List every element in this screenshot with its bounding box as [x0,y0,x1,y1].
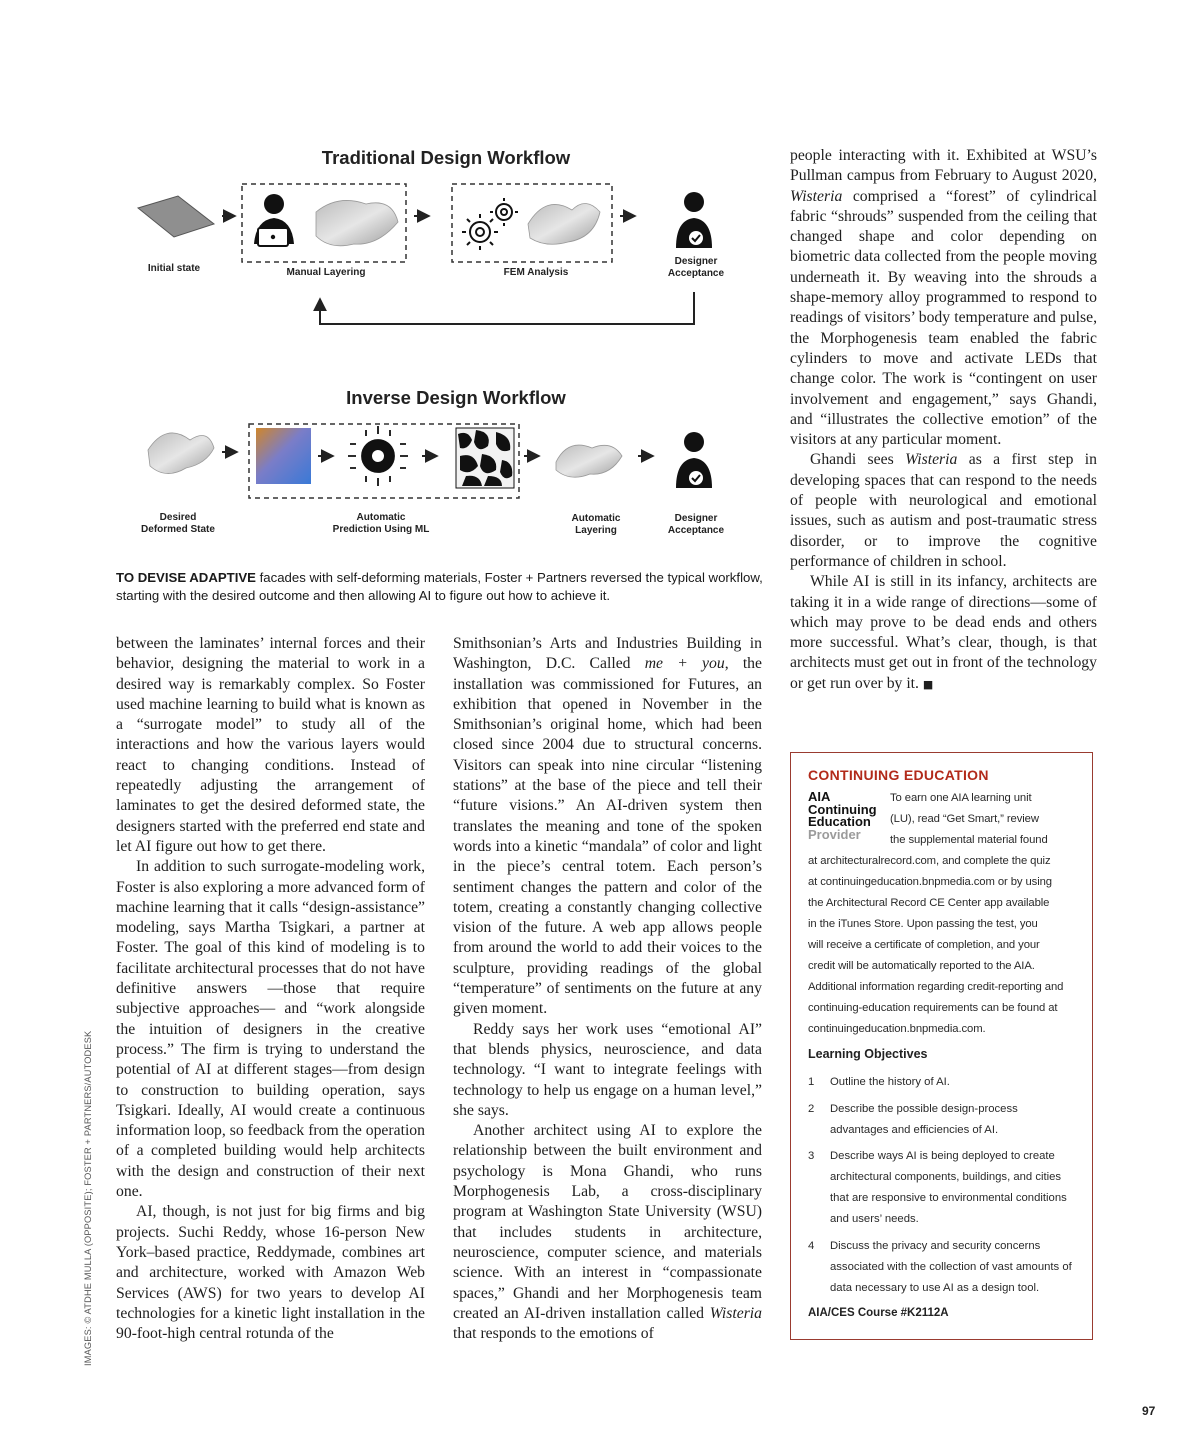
aia-provider-logo [808,791,877,841]
col1-paragraph-3: AI, though, is not just for big firms and big projects. Suchi Reddy, whose 16-person New York–based practice, Reddymade, combines art and architecture, worked with Amazon Web Services (AWS) for two years to develop AI technologies for a kinetic light installation in the 90-foot-high central rotunda of the [116,1203,425,1343]
label-designer-acceptance-1: Designer Acceptance [667,256,725,279]
page-number: 97 [1142,1404,1156,1418]
col3-paragraph-3 [790,572,1097,695]
col3-p1-text-a: people interacting with it. Exhibited at WSU’s Pullman campus from February to August 2020, [790,147,1097,185]
end-mark: ■ [922,677,934,691]
col1-paragraph-2: In addition to such surrogate-modeling work, Foster is also exploring a more advanced form of machine learning that it calls “design-assistance” modeling, says Martha Tsigkari, a partner at Foster. The goal of this kind of modeling is to facilitate architectural processes that do not have definitive answers —those that require subjective approaches— and “work alongside the intuition of designers in the creative process.” The firm is trying to understand the potential of AI at different stages—from design to construction to building operation, says Tsigkari. Ideally, AI would create a continuous information loop, so feedback from the operation of a completed building would help architects with the design and construction of their next one. [116,858,425,1201]
gears-icon [462,198,518,250]
aia-logo-line-4: Provider [808,826,861,842]
label-automatic-layering: Automatic Layering [571,513,621,536]
label-designer-acceptance-2: Designer Acceptance [667,513,725,536]
col3-p2-work-title: Wisteria [905,451,958,469]
caption-lead: TO DEVISE ADAPTIVE [116,570,256,585]
col2-paragraph-2: Reddy says her work uses “emotional AI” that blends physics, neuroscience, and data technology. “I want to integrate feelings with technology to help us engage on a human level,” she says. [453,1020,762,1119]
ce-body-line-2: (LU), read “Get Smart,” review [890,813,1039,825]
ce-body-line-4: at architecturalrecord.com, and complete the quiz [808,855,1051,867]
label-desired-deformed-state: Desired Deformed State [141,512,215,535]
col2-p3-text-b: that responds to the emotions of [453,1325,654,1343]
traditional-workflow-title: Traditional Design Workflow [321,147,571,168]
feedback-loop-line [320,292,694,324]
label-initial-state: Initial state [147,263,201,274]
col3-paragraph-2 [790,450,1097,572]
ce-body-line-6: the Architectural Record CE Center app available [808,897,1050,909]
designer-acceptance-icon-2 [676,432,712,488]
inverse-workflow-diagram [116,410,776,520]
ce-body-line-1: To earn one AIA learning unit [890,792,1032,804]
desired-deformed-sheet [148,433,214,474]
caption-text: facades with self-deforming materials, Foster + Partners reversed the typical workflow, starting with the desired outcome and then allowing AI to figure out how to achieve it. [116,570,763,603]
ce-body-line-7: in the iTunes Store. Upon passing the test, you [808,918,1038,930]
col3-paragraph-1 [790,146,1097,450]
person-laptop-icon [254,194,294,246]
col2-p1-text-a: Smithsonian’s Arts and Industries Building in Washington, D.C. Called [453,635,762,673]
image-credit: IMAGES: © ATDHE MULLA (OPPOSITE); FOSTER + PARTNERS/AUTODESK [83,1030,93,1366]
col2-p3-text-a: Another architect using AI to explore the relationship between the built environment and psychology is Mona Ghandi, who runs Morphogenesis Lab, a cross-disciplinary program at Washington State University (WSU) that includes students in architecture, neuroscience, computer science, and materials science. With an interest in “compassionate spaces,” Ghandi and her Morphogenesis team created an AI-driven installation called [453,1122,762,1322]
aia-logo-line-2: Continuing [808,801,877,817]
inverse-workflow-title: Inverse Design Workflow [346,387,566,408]
col1-paragraph-1: between the laminates’ internal forces and their behavior, designing the material to work in a desired way is remarkably complex. So Foster used machine learning to build what is known as a “surrogate model” to study all of the interactions and how the various layers would react to changing conditions. Instead of repeatedly adjusting the arrangement of laminates to get the desired deformed state, the designers started with the preferred end state and let AI figure out how to get there. [116,635,425,855]
workflow-figure [116,140,776,560]
layered-sheet [316,200,398,245]
objective-4-number: 4 [808,1240,815,1252]
ce-title: CONTINUING EDUCATION [808,767,989,783]
article-column-2 [453,634,762,1344]
objective-3-text: Describe ways AI is being deployed to create architectural components, buildings, and cities that are responsive to environmental conditions and users’ needs. [830,1150,1067,1225]
col2-paragraph-3 [453,1121,762,1344]
col3-p1-work-title: Wisteria [790,187,843,205]
col2-p3-work-title: Wisteria [709,1304,762,1322]
col2-p1-work-title: me + you [644,655,725,673]
neural-brain-icon [348,426,408,486]
ce-course-number: AIA/CES Course #K2112A [808,1307,949,1319]
article-column-3 [790,146,1097,695]
col3-p2-text-a: Ghandi sees [810,451,906,469]
ce-body-line-11: continuing-education requirements can be found at [808,1002,1058,1014]
figure-caption [116,569,776,605]
ce-body-line-5: at continuingeducation.bnpmedia.com or by using [808,876,1052,888]
col3-p2-text-b: as a first step in developing spaces that can respond to the needs of people with neurological and emotional issues, such as autism and post-traumatic stress disorder, or to improve the cognitive performance of children in school. [790,451,1097,570]
ce-body-line-12: continuingeducation.bnpmedia.com. [808,1023,986,1035]
learning-objectives-title: Learning Objectives [808,1047,928,1061]
objective-2-number: 2 [808,1103,815,1115]
label-fem-analysis: FEM Analysis [503,267,569,278]
traditional-workflow-diagram [116,140,776,340]
objective-3-number: 3 [808,1150,815,1162]
col3-p3-text: While AI is still in its infancy, architects are taking it in a wide range of directions—some of which may prove to be dead ends and others more successful. What’s clear, though, is that architects must get out in front of the technology or get run over by it. [790,573,1097,692]
objective-4-text: Discuss the privacy and security concerns associated with the collection of vast amounts of data necessary to use AI as a design tool. [830,1240,1072,1294]
article-column-1 [116,634,425,1344]
ce-body-line-8: will receive a certificate of completion, and your [808,939,1040,951]
objective-2-text: Describe the possible design-process advantages and efficiencies of AI. [830,1103,1018,1136]
designer-acceptance-icon [676,192,712,248]
prediction-heatmap [256,428,311,484]
aia-logo-line-1: AIA [808,789,831,804]
col2-paragraph-1 [453,634,762,1020]
automatic-layered-sheet [556,445,622,477]
continuing-education-box [790,752,1093,1340]
aia-logo-line-3: Education [808,814,871,829]
initial-sheet [138,196,214,237]
deformed-sheet [528,203,600,244]
objective-1-text: Outline the history of AI. [830,1076,950,1088]
ce-body-line-9: credit will be automatically reported to the AIA. [808,960,1035,972]
objective-1-number: 1 [808,1076,815,1088]
ce-body-line-10: Additional information regarding credit-reporting and [808,981,1064,993]
col2-p1-text-b: , the installation was commissioned for Futures, an exhibition that opened in November in the Smithsonian’s original home, which had been closed since 2004 due to structural concerns. Visitors can speak into nine circular “listening stations” at the base of the piece and tell their “future visions.” An AI-driven system then translates the meaning and tone of the spoken words into a kinetic “mandala” of color and light in the piece’s central totem. Each person’s sentiment changes the pattern and color of the totem, creating a constantly changing collective vision of the future. A web app allows people from around the world to add their voices to the sculpture, providing readings of the global “temperature” of sentiments on the future at any given moment. [453,655,762,1018]
label-manual-layering: Manual Layering [286,267,366,278]
ce-body-line-3: the supplemental material found [890,834,1048,846]
col3-p1-text-b: comprised a “forest” of cylindrical fabric “shrouds” suspended from the ceiling that changed shape and color depending on biometric data collected from the people moving underneath it. By weaving into the shrouds a shape-memory alloy programmed to respond to readings of visitors’ body temperature and pulse, the Morphogenesis team enabled the fabric cylinders to move and activate LEDs that change color. The work is “contingent on user involvement and engagement,” says Ghandi, and “illustrates the collective emotion” of the visitors at any particular moment. [790,187,1097,449]
label-automatic-prediction: Automatic Prediction Using ML [332,512,430,535]
